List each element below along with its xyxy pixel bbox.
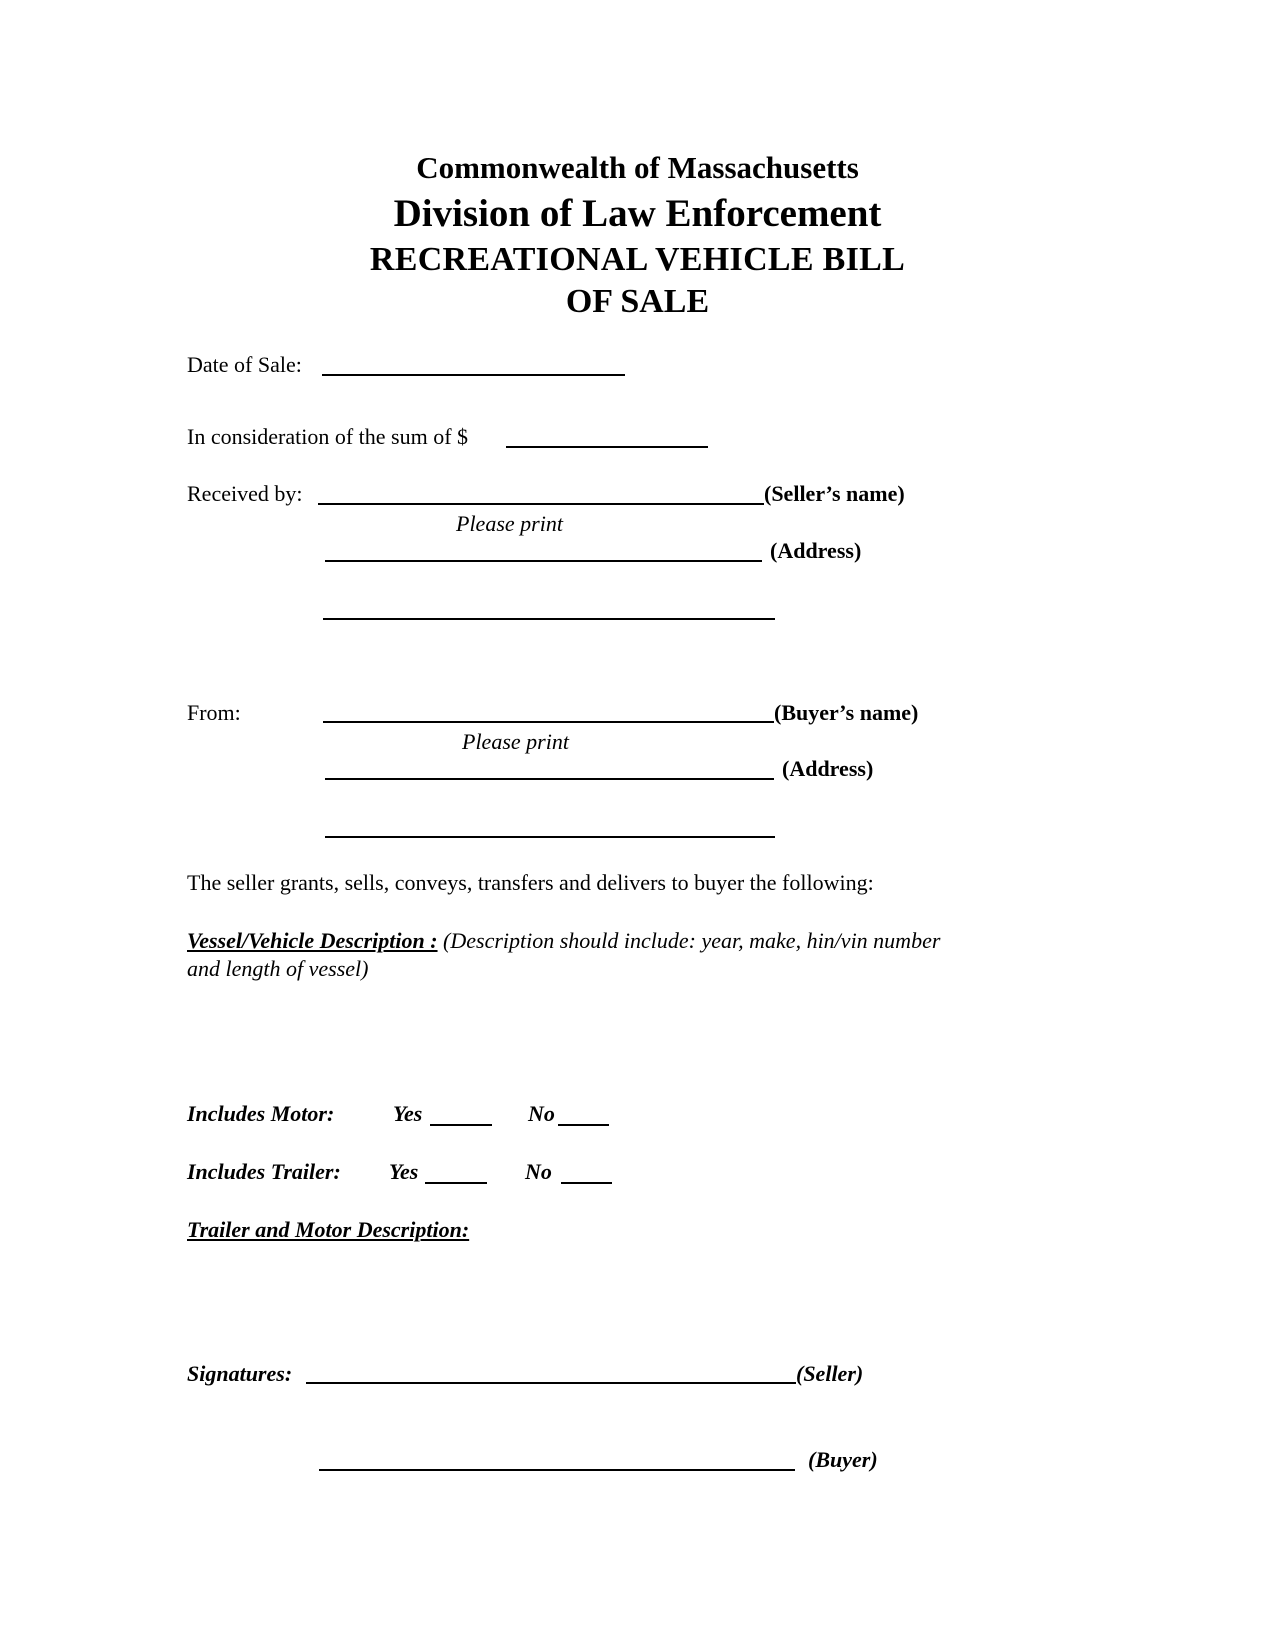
vessel-description-label: Vessel/Vehicle Description : <box>187 928 438 953</box>
consideration-label: In consideration of the sum of $ <box>187 424 469 449</box>
buyer-address-label: (Address) <box>782 756 874 781</box>
received-by-label: Received by: <box>187 481 303 506</box>
header-commonwealth: Commonwealth of Massachusetts <box>416 150 859 185</box>
vessel-description-note-2: and length of vessel) <box>187 956 369 981</box>
please-print-seller-note: Please print <box>456 511 563 536</box>
vessel-description-line <box>187 928 940 954</box>
trailer-motor-description-label: Trailer and Motor Description: <box>187 1217 470 1242</box>
seller-signature-field[interactable] <box>306 1382 796 1384</box>
seller-address-field-1[interactable] <box>325 560 762 562</box>
trailer-no-field[interactable] <box>561 1182 612 1184</box>
grant-statement: The seller grants, sells, conveys, transfers and delivers to buyer the following: <box>187 870 874 895</box>
header-division: Division of Law Enforcement <box>393 192 882 235</box>
date-of-sale-label: Date of Sale: <box>187 352 302 377</box>
consideration-amount-field[interactable] <box>506 446 708 448</box>
buyer-address-field-1[interactable] <box>325 778 774 780</box>
form-title-line1: RECREATIONAL VEHICLE BILL <box>369 241 906 278</box>
from-label: From: <box>187 700 241 725</box>
trailer-no-label: No <box>525 1159 552 1184</box>
signatures-label: Signatures: <box>187 1361 293 1386</box>
includes-motor-label: Includes Motor: <box>187 1101 335 1126</box>
buyer-address-field-2[interactable] <box>325 836 775 838</box>
seller-name-label <box>764 481 905 507</box>
vessel-description-note-1: (Description should include: year, make, hin/vin number <box>443 928 941 953</box>
trailer-yes-field[interactable] <box>425 1182 487 1184</box>
trailer-yes-label: Yes <box>389 1159 419 1184</box>
motor-no-field[interactable] <box>558 1124 609 1126</box>
please-print-buyer-note: Please print <box>462 729 569 754</box>
seller-address-label: (Address) <box>770 538 862 563</box>
buyer-name-field[interactable] <box>323 721 774 723</box>
seller-address-field-2[interactable] <box>323 618 775 620</box>
seller-signature-label: (Seller) <box>796 1361 864 1386</box>
seller-name-label-text: (Seller’s name) <box>764 481 905 506</box>
motor-yes-label: Yes <box>393 1101 423 1126</box>
includes-trailer-label: Includes Trailer: <box>187 1159 341 1184</box>
motor-yes-field[interactable] <box>430 1124 492 1126</box>
date-of-sale-field[interactable] <box>322 374 625 376</box>
buyer-signature-field[interactable] <box>319 1469 795 1471</box>
form-title-line2: OF SALE <box>565 283 710 320</box>
motor-no-label: No <box>528 1101 555 1126</box>
seller-name-field[interactable] <box>318 503 764 505</box>
buyer-signature-label: (Buyer) <box>808 1447 878 1472</box>
buyer-name-label: (Buyer’s name) <box>774 700 919 725</box>
